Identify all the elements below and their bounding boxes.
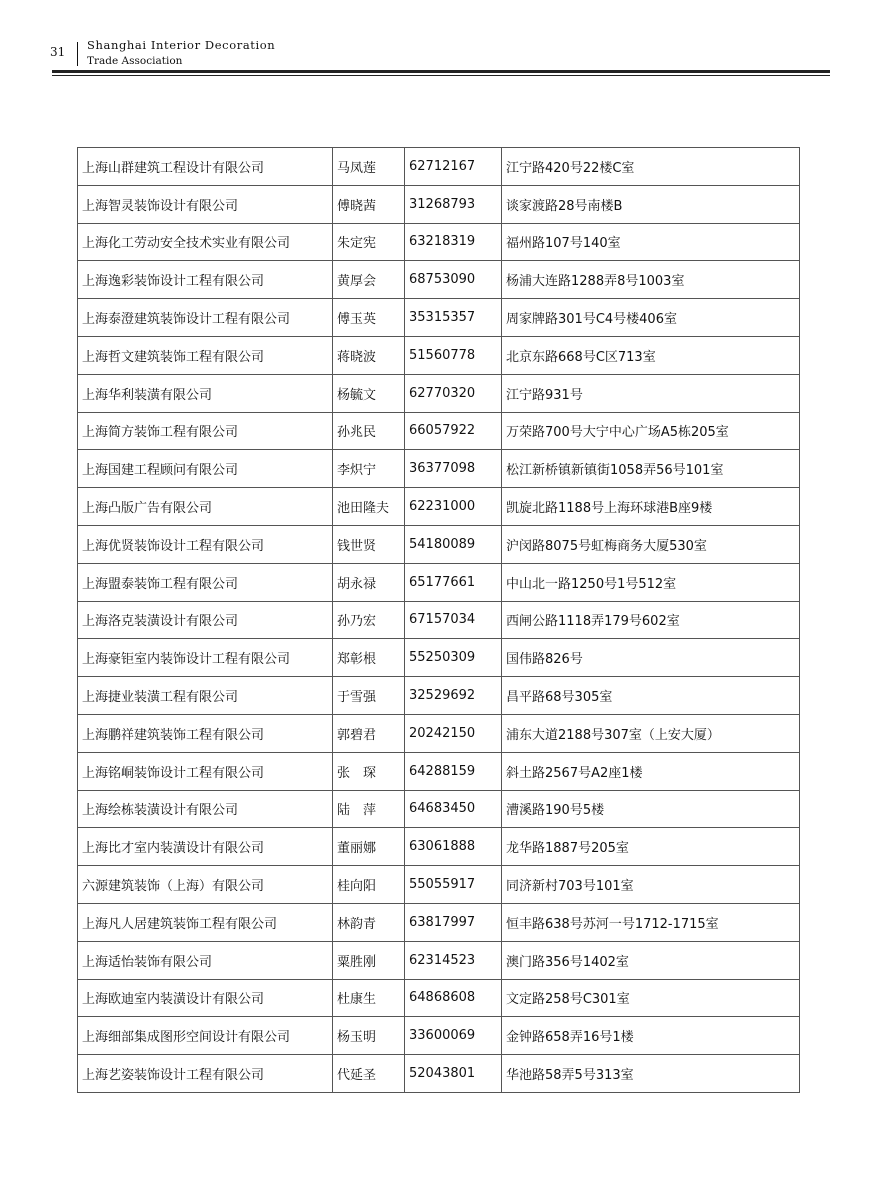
phone-number-cell: 63218319 [405, 223, 502, 261]
contact-person-cell: 林韵青 [333, 903, 405, 941]
phone-number-cell: 62712167 [405, 148, 502, 186]
table-row [78, 563, 800, 601]
contact-person-cell: 马凤莲 [333, 148, 405, 186]
table-row [78, 261, 800, 299]
phone-number-cell: 55250309 [405, 639, 502, 677]
company-name-cell: 上海鹏祥建筑装饰工程有限公司 [78, 714, 333, 752]
table-row [78, 336, 800, 374]
company-name-cell: 上海山群建筑工程设计有限公司 [78, 148, 333, 186]
contact-person-cell: 杜康生 [333, 979, 405, 1017]
address-cell: 福州路107号140室 [502, 223, 800, 261]
phone-number-cell: 62770320 [405, 374, 502, 412]
table-row [78, 223, 800, 261]
address-cell: 北京东路668号C区713室 [502, 336, 800, 374]
address-cell: 江宁路931号 [502, 374, 800, 412]
company-name-cell: 上海简方装饰工程有限公司 [78, 412, 333, 450]
company-name-cell: 上海欧迪室内装潢设计有限公司 [78, 979, 333, 1017]
phone-number-cell: 62314523 [405, 941, 502, 979]
phone-number-cell: 64288159 [405, 752, 502, 790]
address-cell: 杨浦大连路1288弄8号1003室 [502, 261, 800, 299]
phone-number-cell: 33600069 [405, 1017, 502, 1055]
phone-number-cell: 68753090 [405, 261, 502, 299]
table-row [78, 412, 800, 450]
contact-person-cell: 胡永禄 [333, 563, 405, 601]
address-cell: 浦东大道2188号307室（上安大厦） [502, 714, 800, 752]
company-name-cell: 上海优贤装饰设计工程有限公司 [78, 525, 333, 563]
address-cell: 龙华路1887号205室 [502, 828, 800, 866]
company-name-cell: 上海洛克装潢设计有限公司 [78, 601, 333, 639]
company-name-cell: 上海适怡装饰有限公司 [78, 941, 333, 979]
contact-person-cell: 孙兆民 [333, 412, 405, 450]
contact-person-cell: 代延圣 [333, 1055, 405, 1093]
address-cell: 斜土路2567号A2座1楼 [502, 752, 800, 790]
table-row [78, 790, 800, 828]
phone-number-cell: 35315357 [405, 299, 502, 337]
address-cell: 谈家渡路28号南楼B [502, 185, 800, 223]
address-cell: 华池路58弄5号313室 [502, 1055, 800, 1093]
address-cell: 澳门路356号1402室 [502, 941, 800, 979]
phone-number-cell: 63061888 [405, 828, 502, 866]
phone-number-cell: 62231000 [405, 488, 502, 526]
company-name-cell: 上海华利装潢有限公司 [78, 374, 333, 412]
phone-number-cell: 20242150 [405, 714, 502, 752]
table-row [78, 450, 800, 488]
table-row [78, 714, 800, 752]
company-name-cell: 六源建筑装饰（上海）有限公司 [78, 866, 333, 904]
org-name-line2: Trade Association [87, 55, 183, 67]
phone-number-cell: 55055917 [405, 866, 502, 904]
company-name-cell: 上海细部集成图形空间设计有限公司 [78, 1017, 333, 1055]
company-name-cell: 上海绘栋装潢设计有限公司 [78, 790, 333, 828]
contact-person-cell: 傅晓茜 [333, 185, 405, 223]
header-rule-thick [52, 70, 830, 73]
address-cell: 恒丰路638号苏河一号1712-1715室 [502, 903, 800, 941]
contact-person-cell: 于雪强 [333, 677, 405, 715]
company-name-cell: 上海国建工程顾问有限公司 [78, 450, 333, 488]
table-row [78, 828, 800, 866]
contact-person-cell: 朱定宪 [333, 223, 405, 261]
company-directory-table [77, 147, 800, 1093]
phone-number-cell: 32529692 [405, 677, 502, 715]
address-cell: 金钟路658弄16号1楼 [502, 1017, 800, 1055]
company-name-cell: 上海逸彩装饰设计工程有限公司 [78, 261, 333, 299]
address-cell: 中山北一路1250号1号512室 [502, 563, 800, 601]
company-name-cell: 上海豪钜室内装饰设计工程有限公司 [78, 639, 333, 677]
contact-person-cell: 陆 萍 [333, 790, 405, 828]
org-name-line1: Shanghai Interior Decoration [87, 38, 276, 52]
phone-number-cell: 52043801 [405, 1055, 502, 1093]
table-row [78, 148, 800, 186]
company-name-cell: 上海铭峒装饰设计工程有限公司 [78, 752, 333, 790]
phone-number-cell: 31268793 [405, 185, 502, 223]
address-cell: 昌平路68号305室 [502, 677, 800, 715]
table-row [78, 374, 800, 412]
company-name-cell: 上海哲文建筑装饰工程有限公司 [78, 336, 333, 374]
address-cell: 沪闵路8075号虹梅商务大厦530室 [502, 525, 800, 563]
address-cell: 松江新桥镇新镇街1058弄56号101室 [502, 450, 800, 488]
contact-person-cell: 黄厚会 [333, 261, 405, 299]
address-cell: 漕溪路190号5楼 [502, 790, 800, 828]
table-row [78, 185, 800, 223]
contact-person-cell: 蒋晓波 [333, 336, 405, 374]
company-name-cell: 上海泰澄建筑装饰设计工程有限公司 [78, 299, 333, 337]
company-name-cell: 上海凡人居建筑装饰工程有限公司 [78, 903, 333, 941]
phone-number-cell: 64683450 [405, 790, 502, 828]
contact-person-cell: 池田隆夫 [333, 488, 405, 526]
address-cell: 江宁路420号22楼C室 [502, 148, 800, 186]
phone-number-cell: 51560778 [405, 336, 502, 374]
contact-person-cell: 钱世贤 [333, 525, 405, 563]
address-cell: 万荣路700号大宁中心广场A5栋205室 [502, 412, 800, 450]
contact-person-cell: 郭碧君 [333, 714, 405, 752]
address-cell: 文定路258号C301室 [502, 979, 800, 1017]
address-cell: 国伟路826号 [502, 639, 800, 677]
phone-number-cell: 67157034 [405, 601, 502, 639]
contact-person-cell: 董丽娜 [333, 828, 405, 866]
table-row [78, 941, 800, 979]
table-row [78, 601, 800, 639]
table-row [78, 525, 800, 563]
phone-number-cell: 54180089 [405, 525, 502, 563]
table-row [78, 677, 800, 715]
table-row [78, 488, 800, 526]
phone-number-cell: 63817997 [405, 903, 502, 941]
table-row [78, 866, 800, 904]
address-cell: 凯旋北路1188号上海环球港B座9楼 [502, 488, 800, 526]
company-name-cell: 上海艺姿装饰设计工程有限公司 [78, 1055, 333, 1093]
table-row [78, 903, 800, 941]
company-name-cell: 上海比才室内装潢设计有限公司 [78, 828, 333, 866]
table-row [78, 1055, 800, 1093]
table-row [78, 299, 800, 337]
phone-number-cell: 65177661 [405, 563, 502, 601]
page-number: 31 [50, 45, 66, 59]
contact-person-cell: 粟胜刚 [333, 941, 405, 979]
contact-person-cell: 桂向阳 [333, 866, 405, 904]
contact-person-cell: 李炽宁 [333, 450, 405, 488]
address-cell: 同济新村703号101室 [502, 866, 800, 904]
company-name-cell: 上海捷业装潢工程有限公司 [78, 677, 333, 715]
contact-person-cell: 杨玉明 [333, 1017, 405, 1055]
contact-person-cell: 傅玉英 [333, 299, 405, 337]
company-name-cell: 上海盟泰装饰工程有限公司 [78, 563, 333, 601]
contact-person-cell: 孙乃宏 [333, 601, 405, 639]
contact-person-cell: 郑彰根 [333, 639, 405, 677]
phone-number-cell: 66057922 [405, 412, 502, 450]
address-cell: 周家牌路301号C4号楼406室 [502, 299, 800, 337]
phone-number-cell: 64868608 [405, 979, 502, 1017]
company-name-cell: 上海凸版广告有限公司 [78, 488, 333, 526]
header-rule-thin [52, 75, 830, 76]
page-header [0, 0, 884, 80]
address-cell: 西闸公路1118弄179号602室 [502, 601, 800, 639]
phone-number-cell: 36377098 [405, 450, 502, 488]
company-name-cell: 上海化工劳动安全技术实业有限公司 [78, 223, 333, 261]
table-row [78, 639, 800, 677]
table-row [78, 1017, 800, 1055]
company-name-cell: 上海智灵装饰设计有限公司 [78, 185, 333, 223]
table-row [78, 752, 800, 790]
table-row [78, 979, 800, 1017]
contact-person-cell: 杨毓文 [333, 374, 405, 412]
contact-person-cell: 张 琛 [333, 752, 405, 790]
header-divider [77, 42, 78, 66]
